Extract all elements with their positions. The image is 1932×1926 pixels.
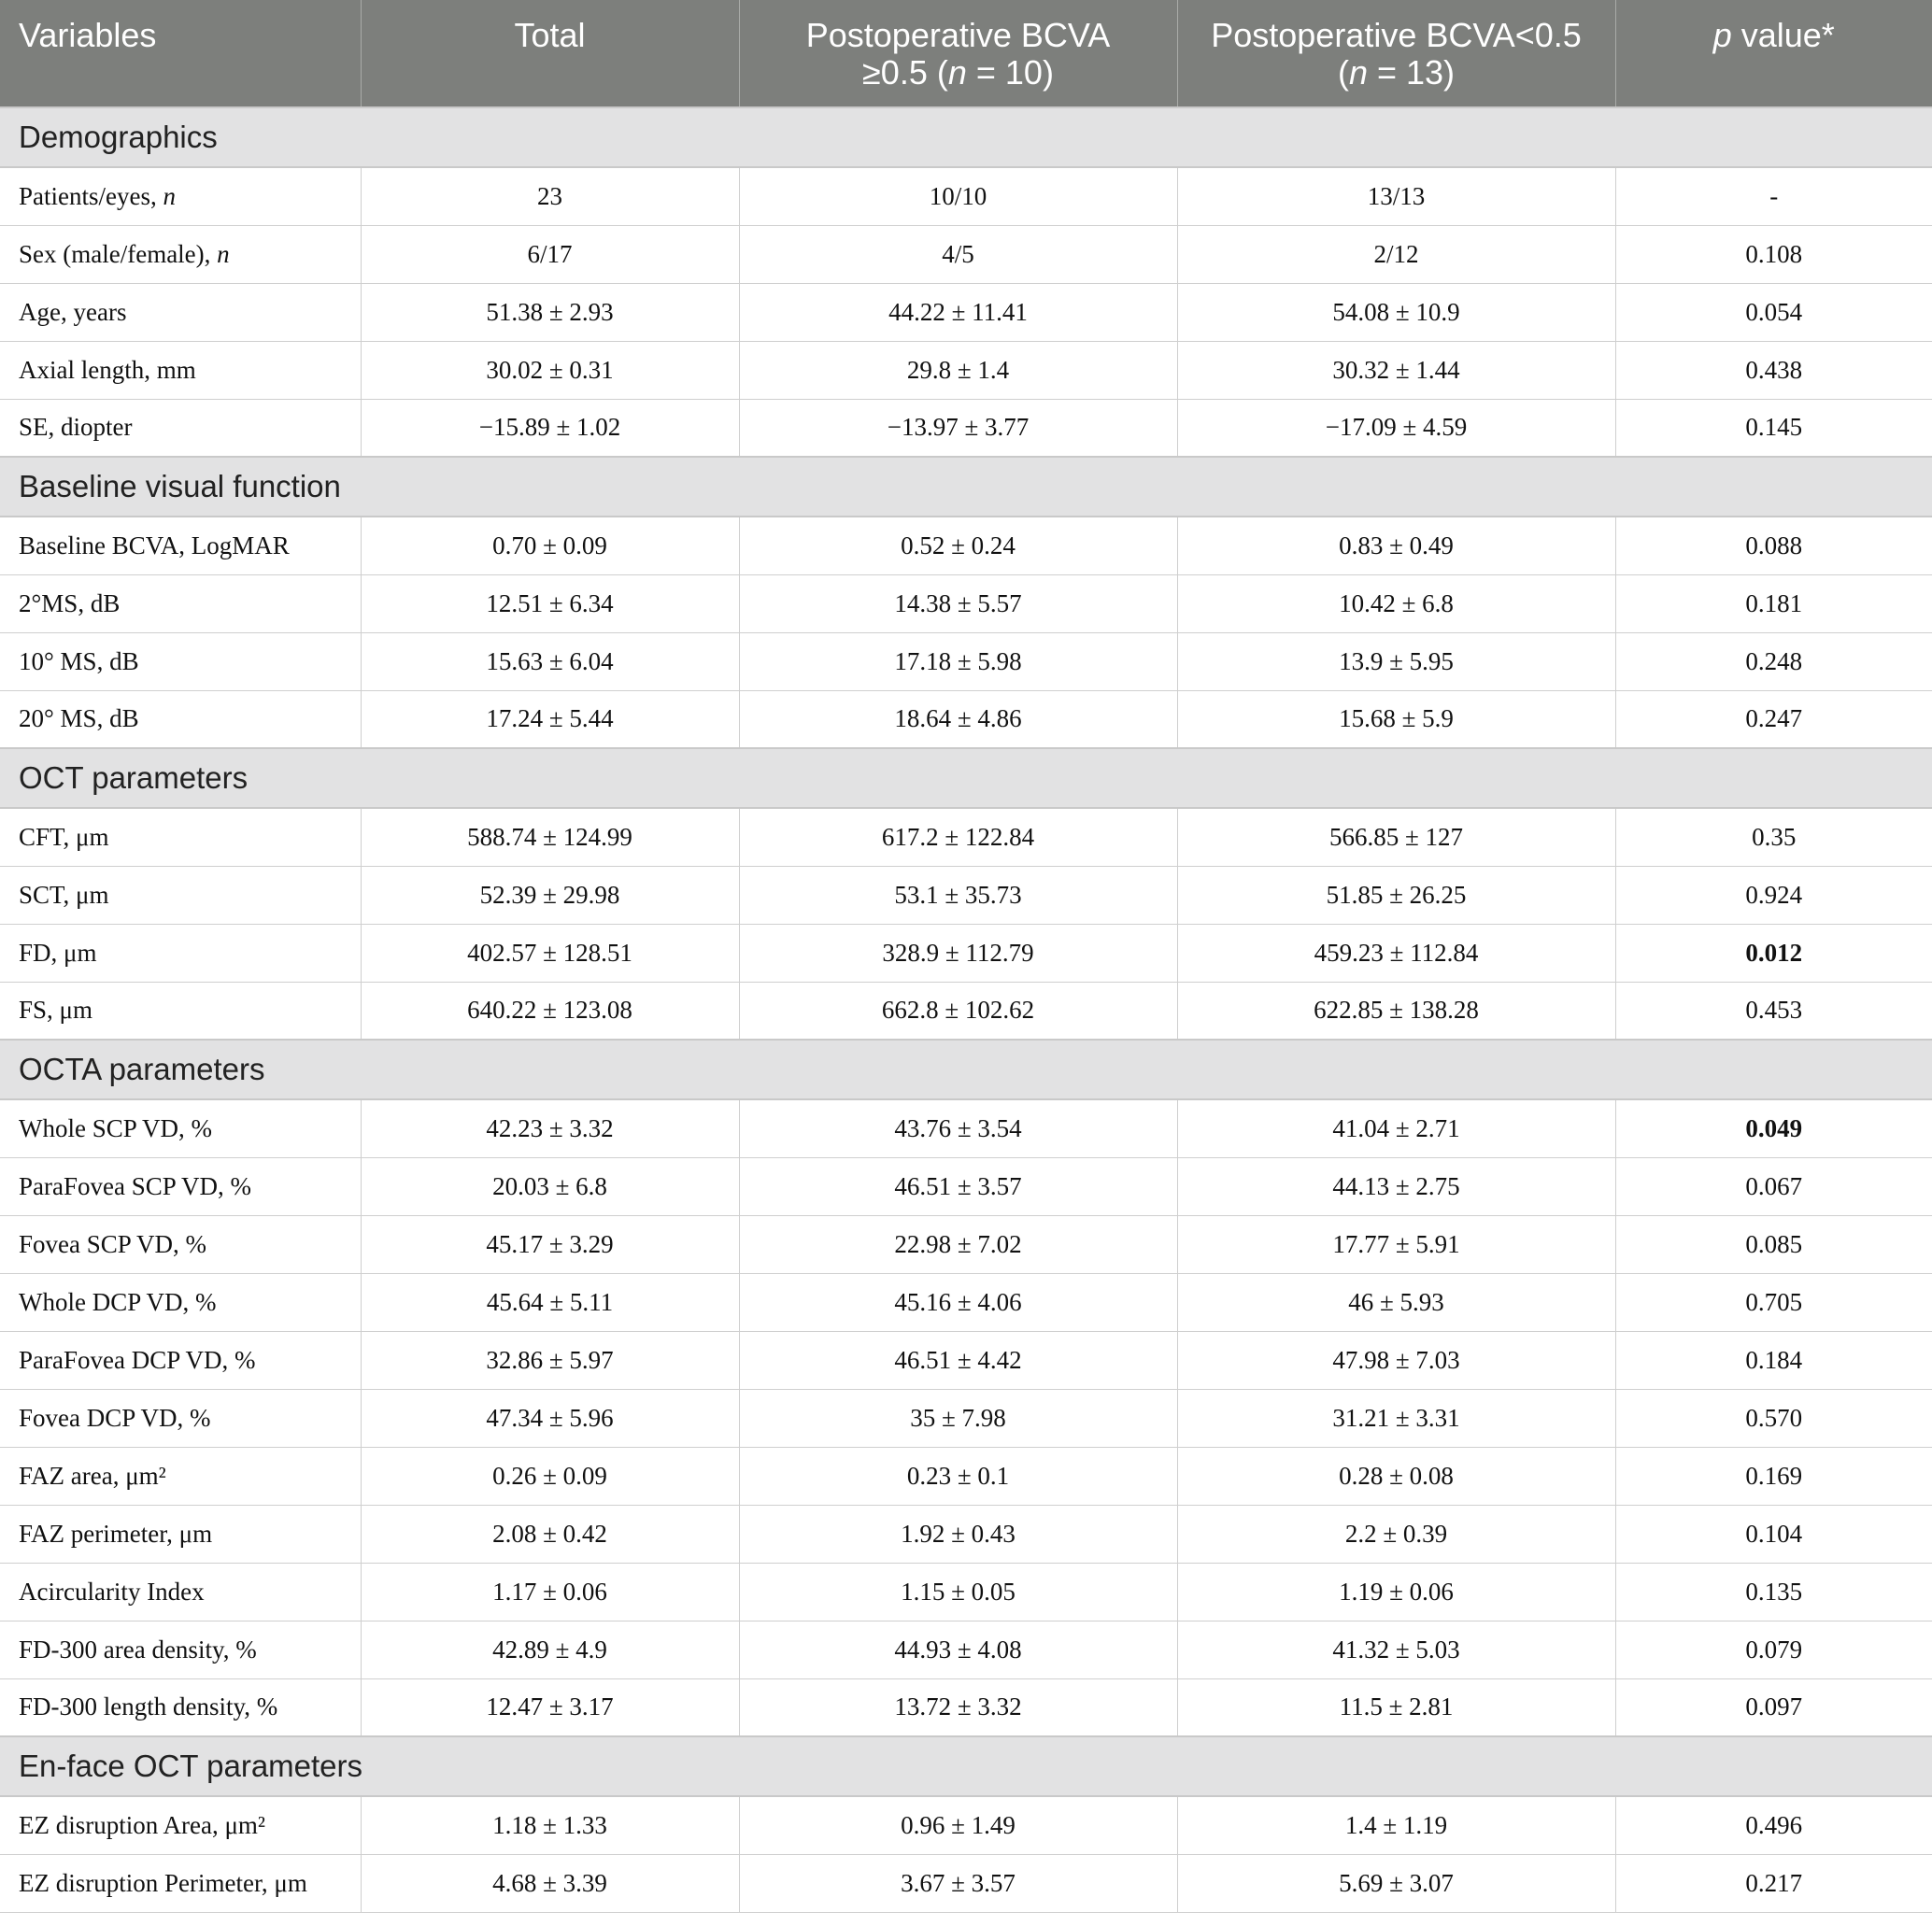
row-label xyxy=(0,690,361,748)
cell-good-bcva: 662.8 ± 102.62 xyxy=(739,982,1177,1040)
cell-total: 0.26 ± 0.09 xyxy=(361,1447,739,1505)
cell-good-bcva: −13.97 ± 3.77 xyxy=(739,399,1177,457)
cell-good-bcva: 0.96 ± 1.49 xyxy=(739,1796,1177,1854)
cell-p-value: 0.108 xyxy=(1615,225,1932,283)
row-label-text: Patients/eyes, xyxy=(19,181,163,210)
cell-poor-bcva: 51.85 ± 26.25 xyxy=(1177,866,1615,924)
cell-good-bcva: 10/10 xyxy=(739,167,1177,225)
row-label-text: Axial length, mm xyxy=(19,355,196,384)
row-label xyxy=(0,1157,361,1215)
cell-total: 45.64 ± 5.11 xyxy=(361,1273,739,1331)
row-label xyxy=(0,1331,361,1389)
cell-poor-bcva: −17.09 ± 4.59 xyxy=(1177,399,1615,457)
cell-total: 42.23 ± 3.32 xyxy=(361,1099,739,1157)
cell-total: 32.86 ± 5.97 xyxy=(361,1331,739,1389)
row-label xyxy=(0,167,361,225)
header-good-bcva xyxy=(739,0,1177,107)
row-label xyxy=(0,225,361,283)
cell-good-bcva: 45.16 ± 4.06 xyxy=(739,1273,1177,1331)
cell-poor-bcva: 41.32 ± 5.03 xyxy=(1177,1621,1615,1678)
row-label-text: FAZ area, μm² xyxy=(19,1461,166,1490)
table-row xyxy=(0,1447,1932,1505)
header-poor-line1: Postoperative BCVA<0.5 xyxy=(1211,16,1582,54)
section-title: En-face OCT parameters xyxy=(0,1736,1932,1796)
row-label xyxy=(0,1389,361,1447)
row-label xyxy=(0,1273,361,1331)
cell-p-value: 0.924 xyxy=(1615,866,1932,924)
header-p-value xyxy=(1615,0,1932,107)
row-label xyxy=(0,1563,361,1621)
row-label xyxy=(0,1099,361,1157)
row-label-text: 2°MS, dB xyxy=(19,588,121,617)
cell-good-bcva: 44.93 ± 4.08 xyxy=(739,1621,1177,1678)
cell-good-bcva: 44.22 ± 11.41 xyxy=(739,283,1177,341)
row-label xyxy=(0,1678,361,1736)
cell-p-value: 0.438 xyxy=(1615,341,1932,399)
cell-p-value: 0.079 xyxy=(1615,1621,1932,1678)
table-row xyxy=(0,574,1932,632)
cell-good-bcva: 617.2 ± 122.84 xyxy=(739,808,1177,866)
cell-good-bcva: 0.52 ± 0.24 xyxy=(739,517,1177,574)
cell-poor-bcva: 566.85 ± 127 xyxy=(1177,808,1615,866)
cell-total: 402.57 ± 128.51 xyxy=(361,924,739,982)
row-label-text: EZ disruption Perimeter, μm xyxy=(19,1868,307,1897)
cell-p-value: 0.247 xyxy=(1615,690,1932,748)
row-label-italic: n xyxy=(217,239,230,268)
cell-p-value: 0.217 xyxy=(1615,1854,1932,1912)
cell-p-value: 0.145 xyxy=(1615,399,1932,457)
table-row xyxy=(0,1563,1932,1621)
table-row xyxy=(0,690,1932,748)
row-label-text: ParaFovea SCP VD, % xyxy=(19,1171,251,1200)
section-title: Demographics xyxy=(0,107,1932,167)
row-label-text: SCT, μm xyxy=(19,880,109,909)
row-label-text: Sex (male/female), xyxy=(19,239,218,268)
cell-total: 0.70 ± 0.09 xyxy=(361,517,739,574)
header-good-line2-post: = 10) xyxy=(966,53,1054,92)
table-body xyxy=(0,107,1932,1912)
table-row xyxy=(0,225,1932,283)
table-header xyxy=(0,0,1932,107)
table-row xyxy=(0,1854,1932,1912)
header-p-italic: p xyxy=(1712,16,1732,54)
cell-total: 6/17 xyxy=(361,225,739,283)
table-row xyxy=(0,341,1932,399)
cell-total: 23 xyxy=(361,167,739,225)
cell-p-value: 0.248 xyxy=(1615,632,1932,690)
cell-poor-bcva: 44.13 ± 2.75 xyxy=(1177,1157,1615,1215)
row-label xyxy=(0,1505,361,1563)
section-header-row xyxy=(0,1040,1932,1099)
row-label xyxy=(0,283,361,341)
row-label xyxy=(0,574,361,632)
cell-total: 640.22 ± 123.08 xyxy=(361,982,739,1040)
row-label xyxy=(0,924,361,982)
section-title: OCT parameters xyxy=(0,748,1932,808)
cell-p-value: 0.012 xyxy=(1615,924,1932,982)
row-label xyxy=(0,1854,361,1912)
cell-p-value: 0.570 xyxy=(1615,1389,1932,1447)
cell-poor-bcva: 31.21 ± 3.31 xyxy=(1177,1389,1615,1447)
row-label-text: 20° MS, dB xyxy=(19,704,139,733)
cell-total: 12.47 ± 3.17 xyxy=(361,1678,739,1736)
cell-p-value: 0.049 xyxy=(1615,1099,1932,1157)
row-label-text: Fovea SCP VD, % xyxy=(19,1229,207,1258)
section-title: Baseline visual function xyxy=(0,457,1932,517)
cell-poor-bcva: 622.85 ± 138.28 xyxy=(1177,982,1615,1040)
cell-p-value: 0.705 xyxy=(1615,1273,1932,1331)
row-label-text: Age, years xyxy=(19,297,127,326)
cell-good-bcva: 13.72 ± 3.32 xyxy=(739,1678,1177,1736)
cell-p-value: - xyxy=(1615,167,1932,225)
cell-poor-bcva: 54.08 ± 10.9 xyxy=(1177,283,1615,341)
cell-p-value: 0.097 xyxy=(1615,1678,1932,1736)
table-row xyxy=(0,1505,1932,1563)
cell-poor-bcva: 41.04 ± 2.71 xyxy=(1177,1099,1615,1157)
table-row xyxy=(0,1331,1932,1389)
header-total: Total xyxy=(361,0,739,107)
row-label-text: 10° MS, dB xyxy=(19,646,139,675)
row-label xyxy=(0,808,361,866)
cell-poor-bcva: 13.9 ± 5.95 xyxy=(1177,632,1615,690)
row-label xyxy=(0,399,361,457)
cell-poor-bcva: 2/12 xyxy=(1177,225,1615,283)
cell-poor-bcva: 0.83 ± 0.49 xyxy=(1177,517,1615,574)
table-row xyxy=(0,399,1932,457)
cell-poor-bcva: 17.77 ± 5.91 xyxy=(1177,1215,1615,1273)
table-row xyxy=(0,167,1932,225)
cell-good-bcva: 1.92 ± 0.43 xyxy=(739,1505,1177,1563)
cell-good-bcva: 29.8 ± 1.4 xyxy=(739,341,1177,399)
header-p-rest: value* xyxy=(1731,16,1835,54)
cell-p-value: 0.35 xyxy=(1615,808,1932,866)
cell-total: 12.51 ± 6.34 xyxy=(361,574,739,632)
header-good-n: n xyxy=(947,53,967,92)
row-label-text: Whole SCP VD, % xyxy=(19,1113,213,1142)
cell-poor-bcva: 1.19 ± 0.06 xyxy=(1177,1563,1615,1621)
section-header-row xyxy=(0,1736,1932,1796)
row-label xyxy=(0,1621,361,1678)
row-label-text: CFT, μm xyxy=(19,822,109,851)
row-label-text: Whole DCP VD, % xyxy=(19,1287,217,1316)
table-row xyxy=(0,1621,1932,1678)
row-label xyxy=(0,341,361,399)
cell-total: 52.39 ± 29.98 xyxy=(361,866,739,924)
row-label-text: FAZ perimeter, μm xyxy=(19,1519,213,1548)
cell-poor-bcva: 5.69 ± 3.07 xyxy=(1177,1854,1615,1912)
row-label-text: FS, μm xyxy=(19,996,93,1025)
row-label xyxy=(0,517,361,574)
header-variables: Variables xyxy=(0,0,361,107)
cell-good-bcva: 35 ± 7.98 xyxy=(739,1389,1177,1447)
table-row xyxy=(0,1157,1932,1215)
row-label-text: Baseline BCVA, LogMAR xyxy=(19,531,290,559)
section-header-row xyxy=(0,107,1932,167)
cell-poor-bcva: 10.42 ± 6.8 xyxy=(1177,574,1615,632)
section-header-row xyxy=(0,748,1932,808)
table-row xyxy=(0,1678,1932,1736)
row-label-italic: n xyxy=(163,181,176,210)
table-row xyxy=(0,517,1932,574)
cell-good-bcva: 1.15 ± 0.05 xyxy=(739,1563,1177,1621)
cell-p-value: 0.181 xyxy=(1615,574,1932,632)
row-label-text: FD, μm xyxy=(19,938,97,967)
table-row xyxy=(0,283,1932,341)
cell-p-value: 0.085 xyxy=(1615,1215,1932,1273)
cell-p-value: 0.135 xyxy=(1615,1563,1932,1621)
cell-p-value: 0.067 xyxy=(1615,1157,1932,1215)
cell-good-bcva: 328.9 ± 112.79 xyxy=(739,924,1177,982)
header-poor-line2-pre: ( xyxy=(1337,53,1349,92)
table-row xyxy=(0,982,1932,1040)
cell-good-bcva: 46.51 ± 4.42 xyxy=(739,1331,1177,1389)
cell-good-bcva: 46.51 ± 3.57 xyxy=(739,1157,1177,1215)
cell-good-bcva: 18.64 ± 4.86 xyxy=(739,690,1177,748)
header-poor-line2-post: = 13) xyxy=(1367,53,1456,92)
cell-total: 2.08 ± 0.42 xyxy=(361,1505,739,1563)
cell-poor-bcva: 11.5 ± 2.81 xyxy=(1177,1678,1615,1736)
cell-p-value: 0.054 xyxy=(1615,283,1932,341)
header-poor-n: n xyxy=(1348,53,1368,92)
row-label xyxy=(0,866,361,924)
cell-total: 47.34 ± 5.96 xyxy=(361,1389,739,1447)
row-label-text: Fovea DCP VD, % xyxy=(19,1403,211,1432)
table-row xyxy=(0,924,1932,982)
table-row xyxy=(0,1215,1932,1273)
cell-total: 588.74 ± 124.99 xyxy=(361,808,739,866)
row-label xyxy=(0,982,361,1040)
row-label xyxy=(0,632,361,690)
row-label-text: Acircularity Index xyxy=(19,1577,205,1606)
cell-poor-bcva: 13/13 xyxy=(1177,167,1615,225)
cell-p-value: 0.169 xyxy=(1615,1447,1932,1505)
cell-total: 20.03 ± 6.8 xyxy=(361,1157,739,1215)
row-label xyxy=(0,1796,361,1854)
cell-p-value: 0.088 xyxy=(1615,517,1932,574)
table-row xyxy=(0,1273,1932,1331)
cell-p-value: 0.496 xyxy=(1615,1796,1932,1854)
cell-good-bcva: 43.76 ± 3.54 xyxy=(739,1099,1177,1157)
cell-good-bcva: 3.67 ± 3.57 xyxy=(739,1854,1177,1912)
cell-good-bcva: 14.38 ± 5.57 xyxy=(739,574,1177,632)
section-header-row xyxy=(0,457,1932,517)
cell-p-value: 0.104 xyxy=(1615,1505,1932,1563)
cell-poor-bcva: 15.68 ± 5.9 xyxy=(1177,690,1615,748)
row-label xyxy=(0,1215,361,1273)
header-good-line2-pre: ≥0.5 ( xyxy=(862,53,948,92)
cell-poor-bcva: 459.23 ± 112.84 xyxy=(1177,924,1615,982)
cell-total: 1.18 ± 1.33 xyxy=(361,1796,739,1854)
cell-total: 4.68 ± 3.39 xyxy=(361,1854,739,1912)
cell-poor-bcva: 47.98 ± 7.03 xyxy=(1177,1331,1615,1389)
cell-total: 30.02 ± 0.31 xyxy=(361,341,739,399)
cell-good-bcva: 53.1 ± 35.73 xyxy=(739,866,1177,924)
row-label-text: FD-300 length density, % xyxy=(19,1692,278,1721)
cell-good-bcva: 17.18 ± 5.98 xyxy=(739,632,1177,690)
cell-poor-bcva: 30.32 ± 1.44 xyxy=(1177,341,1615,399)
table-row xyxy=(0,1389,1932,1447)
cell-poor-bcva: 2.2 ± 0.39 xyxy=(1177,1505,1615,1563)
row-label-text: EZ disruption Area, μm² xyxy=(19,1810,266,1839)
cell-total: −15.89 ± 1.02 xyxy=(361,399,739,457)
row-label-text: FD-300 area density, % xyxy=(19,1635,257,1664)
cell-good-bcva: 0.23 ± 0.1 xyxy=(739,1447,1177,1505)
cell-total: 1.17 ± 0.06 xyxy=(361,1563,739,1621)
cell-total: 42.89 ± 4.9 xyxy=(361,1621,739,1678)
cell-good-bcva: 4/5 xyxy=(739,225,1177,283)
cell-poor-bcva: 0.28 ± 0.08 xyxy=(1177,1447,1615,1505)
cell-good-bcva: 22.98 ± 7.02 xyxy=(739,1215,1177,1273)
cell-poor-bcva: 46 ± 5.93 xyxy=(1177,1273,1615,1331)
table-row xyxy=(0,632,1932,690)
cell-total: 51.38 ± 2.93 xyxy=(361,283,739,341)
table-row xyxy=(0,1099,1932,1157)
cell-p-value: 0.184 xyxy=(1615,1331,1932,1389)
row-label-text: SE, diopter xyxy=(19,413,133,442)
cell-total: 45.17 ± 3.29 xyxy=(361,1215,739,1273)
row-label-text: ParaFovea DCP VD, % xyxy=(19,1345,256,1374)
header-good-line1: Postoperative BCVA xyxy=(805,16,1111,54)
table-row xyxy=(0,866,1932,924)
cell-total: 17.24 ± 5.44 xyxy=(361,690,739,748)
cell-p-value: 0.453 xyxy=(1615,982,1932,1040)
row-label xyxy=(0,1447,361,1505)
table-row xyxy=(0,808,1932,866)
table-row xyxy=(0,1796,1932,1854)
cell-total: 15.63 ± 6.04 xyxy=(361,632,739,690)
section-title: OCTA parameters xyxy=(0,1040,1932,1099)
header-poor-bcva xyxy=(1177,0,1615,107)
cell-poor-bcva: 1.4 ± 1.19 xyxy=(1177,1796,1615,1854)
